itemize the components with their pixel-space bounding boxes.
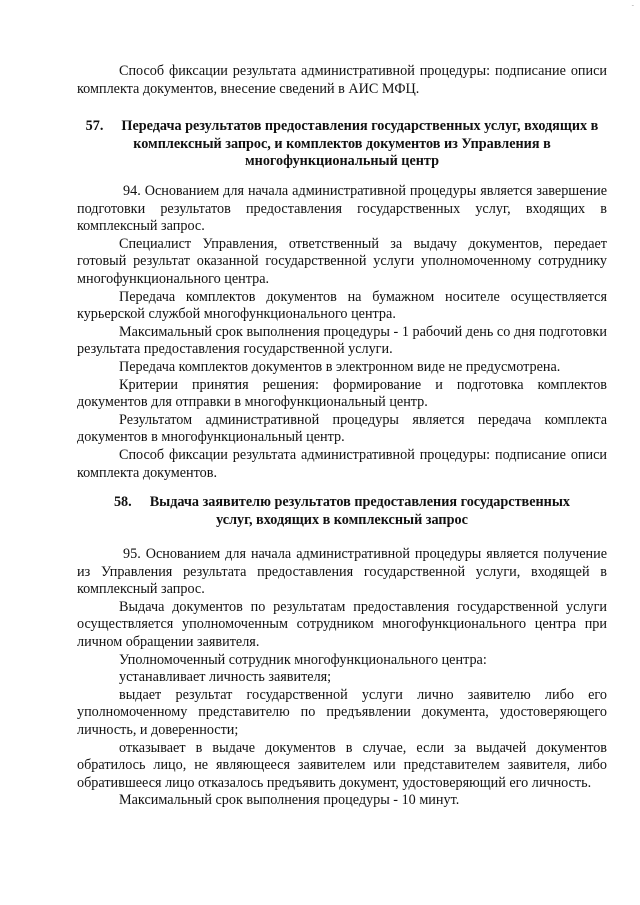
paragraph: Критерии принятия решения: формирование и подготовка комплектов документов для отправки в многофункциональный центр. <box>77 376 607 411</box>
intro-block <box>77 63 607 98</box>
paragraph-94: 94. Основанием для начала административной процедуры является завершение подготовки результатов предоставления государственных услуг, входящих в комплексный запрос. <box>77 183 607 235</box>
section-57-body <box>77 183 607 482</box>
section-57-title-text: Передача результатов предоставления государственных услуг, входящих в комплексный запрос, и комплектов документов из Управления в многофункциональный центр <box>121 118 599 170</box>
paragraph: Результатом административной процедуры является передача комплекта документов в многофункциональный центр. <box>77 411 607 446</box>
section-58-body <box>77 546 607 810</box>
section-57-number: 57. <box>85 118 104 134</box>
section-58-heading <box>77 494 607 529</box>
intro-paragraph: Способ фиксации результата административной процедуры: подписание описи комплекта документов, внесение сведений в АИС МФЦ. <box>77 63 607 97</box>
section-58-number: 58. <box>113 494 132 510</box>
list-item: выдает результат государственной услуги лично заявителю либо его уполномоченному представителю по предъявлении документа, удостоверяющего личность, и доверенности; <box>77 686 607 738</box>
paragraph: Уполномоченный сотрудник многофункционального центра: <box>119 651 487 668</box>
paragraph: Максимальный срок выполнения процедуры - 10 минут. <box>119 792 460 809</box>
paragraph: Передача комплектов документов на бумажном носителе осуществляется курьерской службой многофункционального центра. <box>77 288 607 323</box>
paragraph: Способ фиксации результата административной процедуры: подписание описи комплекта документов. <box>77 446 607 481</box>
section-57-heading <box>77 118 607 171</box>
corner-mark: - <box>631 1 634 9</box>
paragraph-95: 95. Основанием для начала административной процедуры является получение из Управления результата предоставления государственной услуги, входящей в комплексный запрос. <box>77 546 607 598</box>
list-item: отказывает в выдаче документов в случае, если за выдачей документов обратилось лицо, не являющееся заявителем или представителем заявителя, либо обратившееся лицо отказалось предъявить документ, удостоверяющий его личность. <box>77 739 607 791</box>
section-58-title <box>77 494 607 529</box>
list-item: устанавливает личность заявителя; <box>119 669 332 686</box>
section-57-title <box>77 118 607 171</box>
section-58-title-text: Выдача заявителю результатов предоставления государственных услуг, входящих в комплексный запрос <box>149 494 571 528</box>
paragraph: Передача комплектов документов в электронном виде не предусмотрена. <box>119 358 561 375</box>
paragraph: Выдача документов по результатам предоставления государственной услуги осуществляется уполномоченным сотрудником многофункционального центра при личном обращении заявителя. <box>77 598 607 650</box>
paragraph: Максимальный срок выполнения процедуры - 1 рабочий день со дня подготовки результата предоставления государственной услуги. <box>77 323 607 358</box>
paragraph: Специалист Управления, ответственный за выдачу документов, передает готовый результат оказанной государственной услуги уполномоченному сотруднику многофункционального центра. <box>77 235 607 287</box>
